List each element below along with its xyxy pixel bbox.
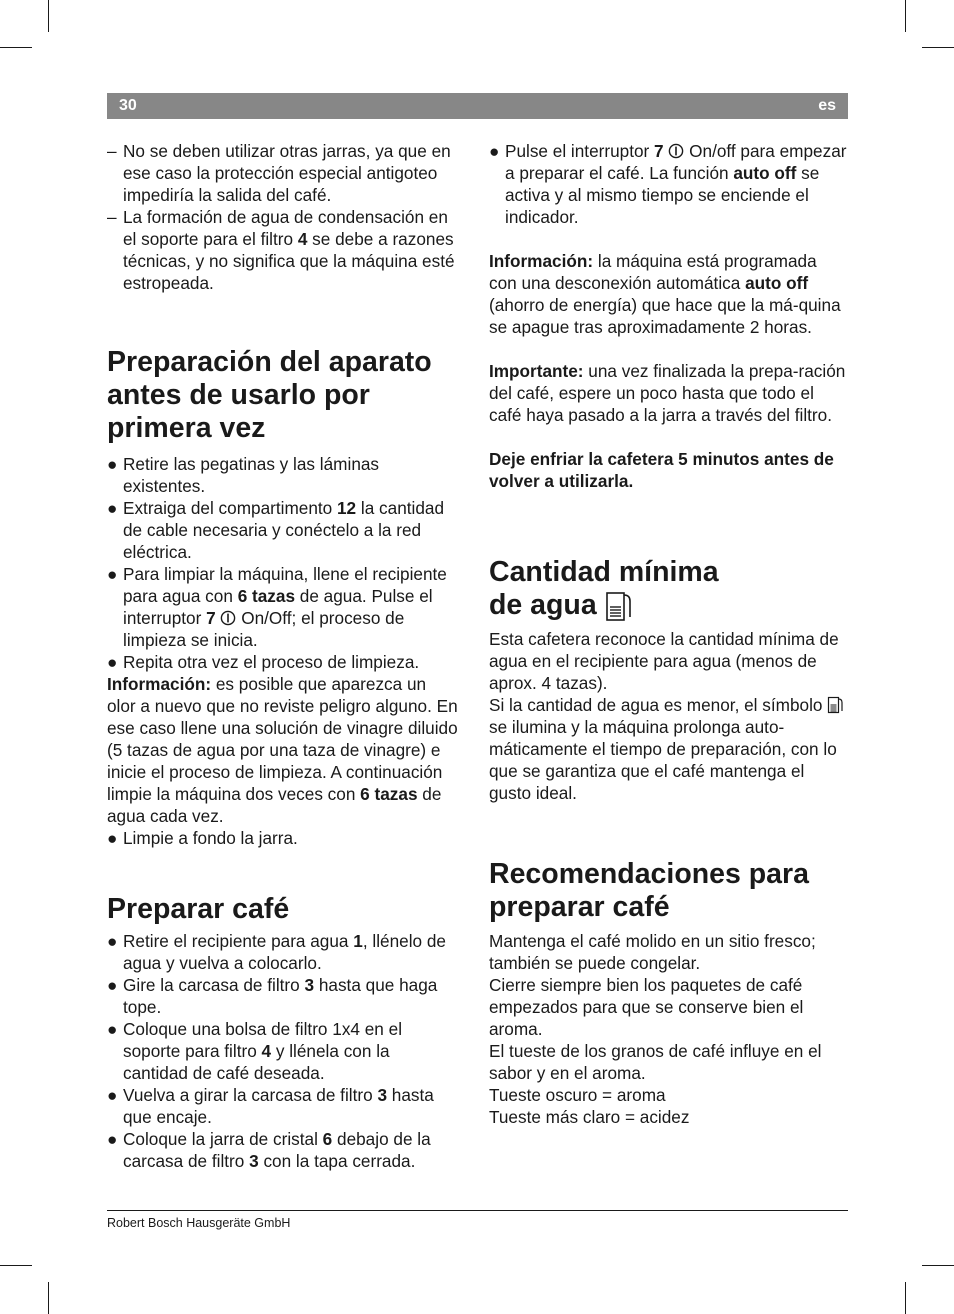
bullet-item-text: Repita otra vez el proceso de limpieza. [123, 652, 420, 672]
min-water-paragraph: Si la cantidad de agua es menor, el símbolo se ilumina y la máquina prolonga auto-máticamente el tiempo de preparación, con lo que se garantiza que el café mantenga el gusto ideal. [489, 694, 848, 804]
bullet-item-text: Extraiga del compartimento 12 la cantidad de cable necesaria y conéctelo a la red eléctrica. [123, 498, 445, 562]
bullet-item-text: Retire el recipiente para agua 1, llénelo de agua y vuelva a colocarlo. [123, 931, 446, 973]
bullet-item [107, 453, 459, 497]
bullet-item [107, 827, 459, 849]
crop-mark [0, 47, 32, 48]
language-code: es [818, 97, 836, 114]
page-number: 30 [119, 97, 137, 114]
bullet-marker: ● [107, 1129, 118, 1149]
crop-mark [905, 1282, 906, 1314]
bullet-marker: ● [107, 828, 118, 848]
bullet-item [107, 930, 459, 974]
crop-mark [905, 0, 906, 32]
bullet-item-text: Coloque la jarra de cristal 6 debajo de la carcasa de filtro 3 con la tapa cerrada. [123, 1129, 431, 1171]
bullet-item-text: Retire las pegatinas y las láminas existentes. [123, 454, 380, 496]
bullet-item [489, 140, 848, 228]
bullet-marker: ● [107, 454, 118, 474]
bullet-item-text: Pulse el interruptor 7 On/off para empezar a preparar el café. La función auto off se activa y al mismo tiempo se enciende el indicador. [505, 141, 847, 227]
power-icon [220, 610, 236, 626]
information-paragraph: Información: es posible que aparezca un olor a nuevo que no reviste peligro alguno. En ese caso llene una solución de vinagre diluido (5 tazas de agua por una taza de vinagre) e inicie el proceso de limpieza. A continuación limpie la máquina dos veces con 6 tazas de agua cada vez. [107, 674, 458, 826]
water-jug-icon [827, 696, 843, 714]
dash-marker: – [107, 207, 117, 227]
footer-rule [107, 1210, 848, 1211]
dash-item-text: La formación de agua de condensación en el soporte para el filtro 4 se debe a razones técnicas, y no significa que la máquina esté estropeada. [123, 207, 455, 293]
section-heading-recommendations: Recomendaciones para preparar café [489, 858, 809, 923]
bullet-item [107, 563, 459, 651]
bullet-item-text: Coloque una bolsa de filtro 1x4 en el soporte para filtro 4 y llénela con la cantidad de café deseada. [123, 1019, 403, 1083]
footer-company: Robert Bosch Hausgeräte GmbH [107, 1216, 291, 1230]
important-paragraph: Importante: una vez finalizada la prepa-ración del café, espere un poco hasta que todo el café haya pasado a la jarra a través del filtro. [489, 361, 846, 425]
recommendation-line: Cierre siempre bien los paquetes de café empezados para que se conserve bien el aroma. [489, 975, 804, 1039]
bullet-marker: ● [107, 498, 118, 518]
min-water-paragraph: Esta cafetera reconoce la cantidad mínima de agua en el recipiente para agua (menos de aprox. 4 tazas). [489, 629, 839, 693]
warning-paragraph: Deje enfriar la cafetera 5 minutos antes de volver a utilizarla. [489, 449, 834, 491]
section-heading-preparation: Preparación del aparato antes de usarlo por primera vez [107, 346, 432, 444]
crop-mark [0, 1265, 32, 1266]
bullet-item [107, 1084, 459, 1128]
information-paragraph: Información: la máquina está programada con una desconexión automática auto off (ahorro de energía) que hace que la má-quina se apague tras aproximadamente 2 horas. [489, 251, 841, 337]
recommendation-line: El tueste de los granos de café influye en el sabor y en el aroma. [489, 1041, 822, 1083]
dash-item [107, 140, 459, 206]
bullet-marker: ● [107, 975, 118, 995]
recommendation-line: Mantenga el café molido en un sitio fresco; también se puede congelar. [489, 931, 816, 973]
bullet-item [107, 1018, 459, 1084]
crop-mark [922, 1265, 954, 1266]
bullet-marker: ● [489, 141, 500, 161]
bullet-item [107, 651, 459, 673]
bullet-item-text: Para limpiar la máquina, llene el recipiente para agua con 6 tazas de agua. Pulse el interruptor 7 On/Off; el proceso de limpieza se inicia. [123, 564, 447, 650]
crop-mark [48, 1282, 49, 1314]
bullet-marker: ● [107, 564, 118, 584]
section-heading-min-water [489, 556, 848, 622]
recommendation-line: Tueste oscuro = aroma [489, 1085, 666, 1105]
bullet-item [107, 497, 459, 563]
water-jug-icon [605, 591, 631, 622]
bullet-marker: ● [107, 1019, 118, 1039]
bullet-marker: ● [107, 652, 118, 672]
left-column [107, 140, 459, 1172]
dash-marker: – [107, 141, 117, 161]
section-heading-coffee: Preparar café [107, 893, 290, 925]
dash-item [107, 206, 459, 294]
bullet-item-text: Gire la carcasa de filtro 3 hasta que haga tope. [123, 975, 438, 1017]
min-water-heading-line2: de agua [489, 589, 597, 621]
bullet-item [107, 1128, 459, 1172]
bullet-marker: ● [107, 931, 118, 951]
bullet-item [107, 974, 459, 1018]
bullet-marker: ● [107, 1085, 118, 1105]
min-water-heading-line1: Cantidad mínima [489, 556, 719, 588]
crop-mark [922, 47, 954, 48]
bullet-item-text: Limpie a fondo la jarra. [123, 828, 298, 848]
recommendation-line: Tueste más claro = acidez [489, 1107, 690, 1127]
crop-mark [48, 0, 49, 32]
right-column [489, 140, 848, 1128]
bullet-item-text: Vuelva a girar la carcasa de filtro 3 hasta que encaje. [123, 1085, 434, 1127]
dash-item-text: No se deben utilizar otras jarras, ya que en ese caso la protección especial antigoteo impediría la salida del café. [123, 141, 451, 205]
page-header-bar [107, 93, 848, 119]
power-icon [668, 143, 684, 159]
